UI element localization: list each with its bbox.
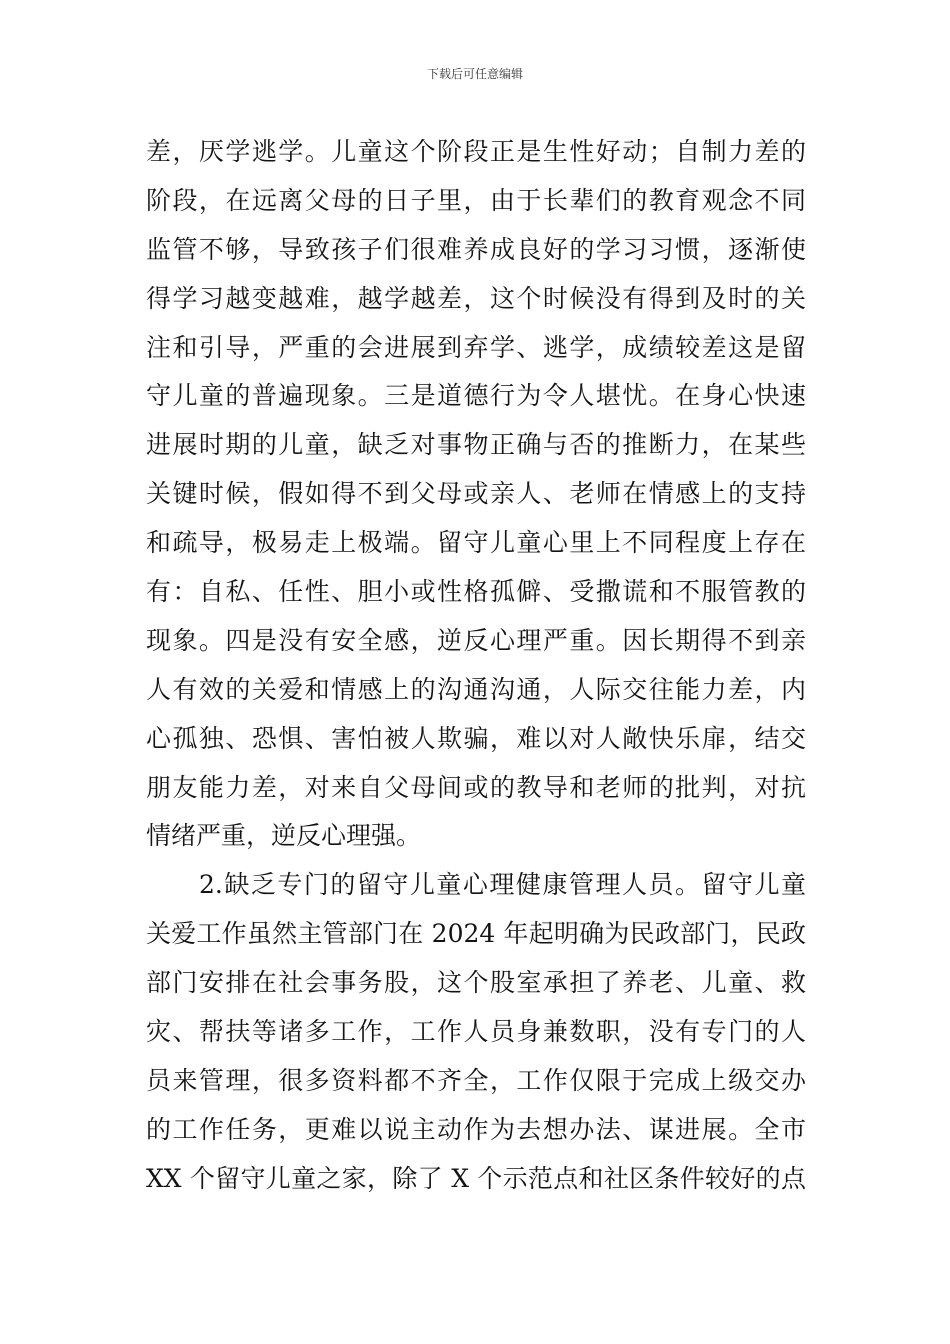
text-line: 关键时候，假如得不到父母或亲人、老师在情感上的支持	[146, 479, 806, 509]
text-line: 阶段，在远离父母的日子里，由于长辈们的教育观念不同	[146, 185, 806, 215]
text-line: 关爱工作虽然主管部门在 2024 年起明确为民政部门，民政	[146, 919, 806, 949]
text-line: 的工作任务，更难以说主动作为去想办法、谋进展。全市	[146, 1114, 806, 1144]
text-line: 朋友能力差，对来自父母间或的教导和老师的批判，对抗	[146, 772, 806, 802]
text-line: 得学习越变越难，越学越差，这个时候没有得到及时的关	[146, 283, 806, 313]
text-line: 现象。四是没有安全感，逆反心理严重。因长期得不到亲	[146, 625, 806, 655]
text-line: 有：自私、任性、胆小或性格孤僻、受撒谎和不服管教的	[146, 577, 806, 607]
text-line: 灾、帮扶等诸多工作，工作人员身兼数职，没有专门的人	[146, 1017, 806, 1047]
text-line: 心孤独、恐惧、害怕被人欺骗，难以对人敞快乐扉，结交	[146, 723, 806, 753]
text-line: XX 个留守儿童之家，除了 X 个示范点和社区条件较好的点	[146, 1163, 806, 1193]
text-line: 人有效的关爱和情感上的沟通沟通，人际交往能力差，内	[146, 674, 806, 704]
body-text	[146, 128, 806, 1204]
text-line: 注和引导，严重的会进展到弃学、逃学，成绩较差这是留	[146, 332, 806, 362]
text-line: 部门安排在社会事务股，这个股室承担了养老、儿童、救	[146, 968, 806, 998]
text-line: 差，厌学逃学。儿童这个阶段正是生性好动；自制力差的	[146, 137, 806, 166]
text-line: 守儿童的普遍现象。三是道德行为令人堪忧。在身心快速	[146, 381, 806, 411]
text-line: 监管不够，导致孩子们很难养成良好的学习习惯，逐渐使	[146, 234, 806, 264]
text-line: 2.缺乏专门的留守儿童心理健康管理人员。留守儿童	[146, 870, 806, 900]
text-line: 和疏导，极易走上极端。留守儿童心里上不同程度上存在	[146, 528, 806, 558]
text-line: 进展时期的儿童，缺乏对事物正确与否的推断力，在某些	[146, 430, 806, 460]
page-header: 下载后可任意编辑	[426, 67, 523, 81]
text-line: 情绪严重，逆反心理强。	[146, 821, 422, 851]
text-line: 员来管理，很多资料都不齐全，工作仅限于完成上级交办	[146, 1065, 806, 1095]
